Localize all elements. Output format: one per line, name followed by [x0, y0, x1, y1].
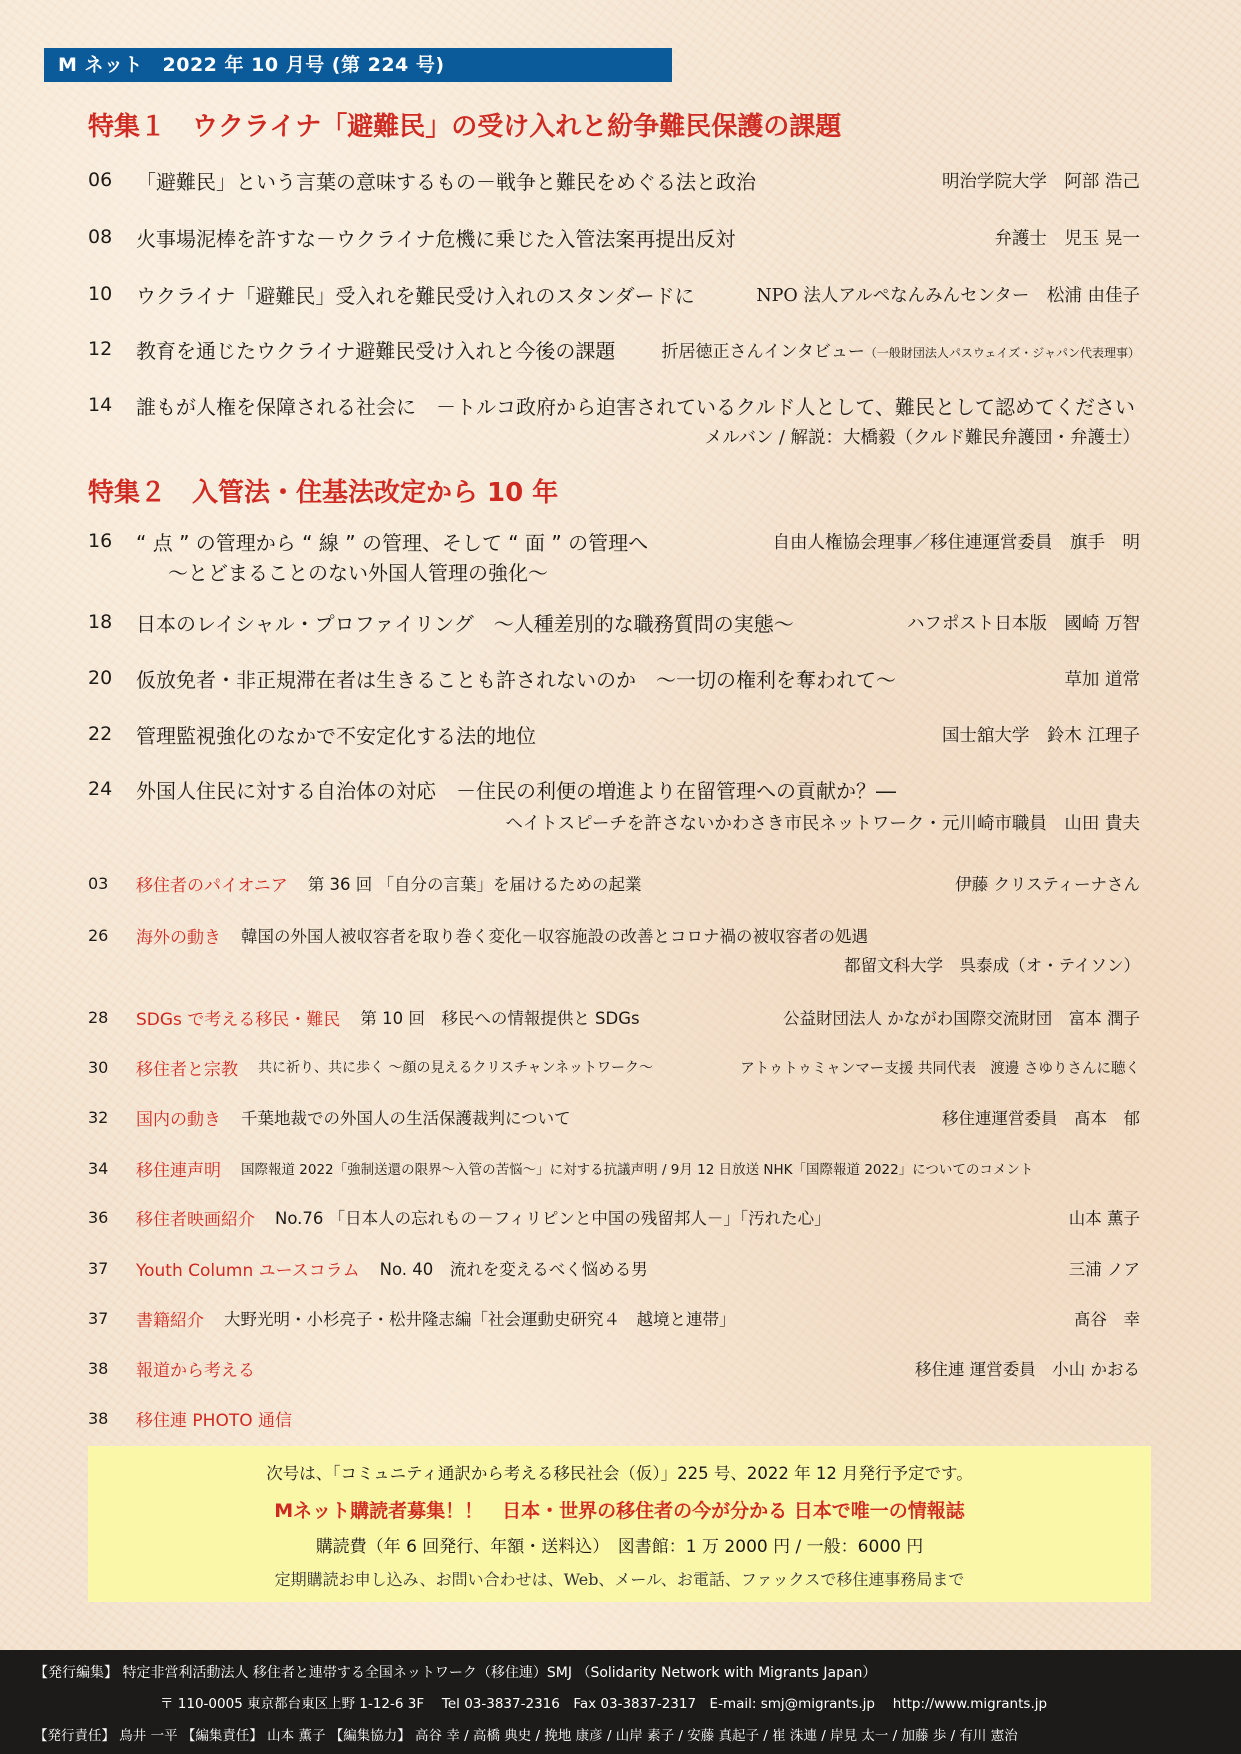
page-number: 18 [88, 611, 113, 633]
page-number: 03 [88, 873, 109, 893]
toc-item[interactable] [88, 165, 1140, 195]
column-series: 移住者映画紹介 [136, 1209, 255, 1230]
column-title: 国際報道 2022「強制送還の限界～入管の苦悩～」に対する抗議声明 / 9月 12 日放送 NHK「国際報道 2022」についてのコメント [241, 1162, 1034, 1178]
page-number: 10 [88, 283, 113, 305]
column-series: 書籍紹介 [136, 1310, 204, 1331]
column-item[interactable] [88, 1202, 1140, 1232]
page-number: 28 [88, 1007, 109, 1027]
column-author: 移住連運営委員 髙本 郁 [942, 1109, 1140, 1128]
author-name: 折居徳正さんインタビュー [661, 341, 865, 362]
page-number: 26 [88, 925, 109, 945]
column-author: 髙谷 幸 [1074, 1310, 1140, 1329]
column-author: 公益財団法人 かながわ国際交流財団 富本 潤子 [783, 1009, 1140, 1028]
column-title: 韓国の外国人被収容者を取り巻く変化－収容施設の改善とコロナ禍の被収容者の処遇 [241, 927, 868, 946]
column-item[interactable] [88, 1253, 1140, 1283]
article-author: 弁護士 児玉 晃一 [994, 228, 1140, 249]
toc-item[interactable] [88, 222, 1140, 252]
article-title: 仮放免者・非正規滞在者は生きることも許されないのか ～一切の権利を奪われて～ [136, 667, 896, 692]
page-number: 14 [88, 394, 113, 416]
article-author: 草加 道常 [1064, 669, 1140, 690]
column-title: 大野光明・小杉亮子・松井隆志編「社会運動史研究４ 越境と連帯」 [224, 1310, 736, 1329]
column-series: 移住連声明 [136, 1160, 221, 1181]
address-info: 〒 110-0005 東京都台東区上野 1-12-6 3F Tel 03-3837-2316 Fax 03-3837-2317 E-mail: smj@migrants.jp http://www.migrants.jp [160, 1696, 1048, 1712]
page-number: 16 [88, 530, 113, 552]
article-subtitle: ～とどまることのない外国人管理の強化～ [168, 560, 548, 585]
article-title: 火事場泥棒を許すな－ウクライナ危機に乗じた入管法案再提出反対 [136, 226, 736, 251]
column-series: 移住連 PHOTO 通信 [136, 1410, 292, 1431]
page-number: 36 [88, 1207, 109, 1227]
article-author: メルバン / 解説：大橋毅（クルド難民弁護団・弁護士） [704, 427, 1140, 448]
column-title: 第 10 回 移民への情報提供と SDGs [360, 1009, 640, 1028]
page-number: 34 [88, 1158, 109, 1178]
toc-item[interactable] [88, 334, 1140, 364]
footer [0, 1650, 1241, 1754]
article-title: ウクライナ「避難民」受入れを難民受け入れのスタンダードに [136, 283, 695, 308]
article-title: 管理監視強化のなかで不安定化する法的地位 [136, 723, 536, 748]
page-number: 20 [88, 667, 113, 689]
column-series: 移住者と宗教 [136, 1059, 238, 1080]
article-title: 「避難民」という言葉の意味するもの－戦争と難民をめぐる法と政治 [136, 169, 756, 194]
column-author: アトゥトゥミャンマー支援 共同代表 渡邊 さゆりさんに聴く [740, 1060, 1140, 1077]
page-number: 30 [88, 1057, 109, 1077]
page-number: 06 [88, 169, 113, 191]
column-item[interactable] [88, 1052, 1140, 1082]
column-item[interactable] [88, 920, 1140, 950]
subscription-price-text: 購読費（年 6 回発行、年額・送料込） 図書館：1 万 2000 円 / 一般：6000 円 [315, 1537, 924, 1557]
page-number: 37 [88, 1308, 109, 1328]
column-author: 移住連 運営委員 小山 かおる [915, 1360, 1140, 1379]
article-author: 自由人権協会理事／移住連運営委員 旗手 明 [772, 532, 1140, 553]
article-author: 明治学院大学 阿部 浩己 [941, 171, 1140, 192]
column-author: 伊藤 クリスティーナさん [955, 875, 1140, 894]
column-title: 共に祈り、共に歩く ～顔の見えるクリスチャンネットワーク～ [258, 1060, 654, 1076]
column-series: SDGs で考える移民・難民 [136, 1009, 341, 1030]
article-author [662, 337, 1141, 362]
masthead: M ネット 2022 年 10 月号 (第 224 号) [44, 48, 672, 82]
column-series: 移住者のパイオニア [136, 875, 288, 896]
page-number: 12 [88, 338, 113, 360]
toc-item[interactable] [88, 774, 1140, 804]
article-author: NPO 法人アルペなんみんセンター 松浦 由佳子 [756, 285, 1140, 306]
article-author: ヘイトスピーチを許さないかわさき市民ネットワーク・元川崎市職員 山田 貴夫 [505, 813, 1140, 834]
subscription-notice [88, 1446, 1151, 1602]
page-number: 22 [88, 723, 113, 745]
column-item[interactable] [88, 1353, 1140, 1383]
staff-info: 【発行責任】 鳥井 一平 【編集責任】 山本 薫子 【編集協力】 高谷 幸 / 高橋 典史 / 挽地 康彦 / 山岸 素子 / 安藤 真起子 / 崔 洙連 / 岸見 太一 / 加藤 歩 / 有川 憲治 [34, 1728, 1018, 1744]
page-number: 24 [88, 778, 113, 800]
toc-item[interactable] [88, 390, 1140, 420]
article-title: 日本のレイシャル・プロファイリング ～人種差別的な職務質問の実態～ [136, 611, 794, 636]
toc-item[interactable] [88, 526, 1140, 556]
column-series: 報道から考える [136, 1360, 255, 1381]
column-series: 海外の動き [136, 927, 221, 948]
column-series: Youth Column ユースコラム [136, 1260, 360, 1281]
column-title: 千葉地裁での外国人の生活保護裁判について [241, 1109, 571, 1128]
toc-item[interactable] [88, 279, 1140, 309]
feature1-title: 特集１ ウクライナ「避難民」の受け入れと紛争難民保護の課題 [88, 112, 842, 142]
article-title: 教育を通じたウクライナ避難民受け入れと今後の課題 [136, 338, 616, 363]
toc-item[interactable] [88, 719, 1140, 749]
column-title: 第 36 回 「自分の言葉」を届けるための起業 [307, 875, 642, 894]
article-author: 国士舘大学 鈴木 江理子 [941, 725, 1140, 746]
page-number: 38 [88, 1408, 109, 1428]
column-title: No.76 「日本人の忘れもの－フィリピンと中国の残留邦人－」「汚れた心」 [275, 1209, 831, 1228]
page-number: 32 [88, 1107, 109, 1127]
contact-text: 定期購読お申し込み、お問い合わせは、Web、メール、お電話、ファックスで移住連事務局まで [274, 1570, 965, 1589]
column-author: 三浦 ノア [1068, 1260, 1140, 1279]
feature2-title: 特集２ 入管法・住基法改定から 10 年 [88, 478, 559, 508]
author-affiliation: （一般財団法人パスウェイズ・ジャパン代表理事） [864, 345, 1140, 360]
column-title: No. 40 流れを変えるべく悩める男 [379, 1260, 648, 1279]
column-item[interactable] [88, 1153, 1140, 1183]
column-item[interactable] [88, 1303, 1140, 1333]
article-author: ハフポスト日本版 國崎 万智 [906, 613, 1140, 634]
column-item[interactable] [88, 1403, 1140, 1433]
next-issue-text: 次号は、「コミュニティ通訳から考える移民社会（仮）」225 号、2022 年 12 月発行予定です。 [266, 1464, 973, 1483]
page-number: 38 [88, 1358, 109, 1378]
column-series: 国内の動き [136, 1109, 221, 1130]
column-author: 都留文科大学 呉泰成（オ・テイソン） [844, 956, 1140, 975]
column-item[interactable] [88, 1002, 1140, 1032]
page-number: 37 [88, 1258, 109, 1278]
column-author: 山本 薫子 [1068, 1209, 1140, 1228]
publisher-info: 【発行編集】 特定非営利活動法人 移住者と連帯する全国ネットワーク（移住連）SMJ （Solidarity Network with Migrants Japan） [34, 1665, 877, 1681]
page-number: 08 [88, 226, 113, 248]
article-title: “ 点 ” の管理から “ 線 ” の管理、そして “ 面 ” の管理へ [136, 530, 649, 555]
article-title: 誰もが人権を保障される社会に －トルコ政府から迫害されているクルド人として、難民として認めてください [136, 394, 1135, 419]
column-item[interactable] [88, 868, 1140, 898]
toc-item[interactable] [88, 663, 1140, 693]
toc-item[interactable] [88, 607, 1140, 637]
article-title: 外国人住民に対する自治体の対応 －住民の利便の増進より在留管理への貢献か？― [136, 778, 896, 803]
column-item[interactable] [88, 1102, 1140, 1132]
subscriber-recruit-text: Mネット購読者募集！！ 日本・世界の移住者の今が分かる 日本で唯一の情報誌 [274, 1500, 965, 1522]
